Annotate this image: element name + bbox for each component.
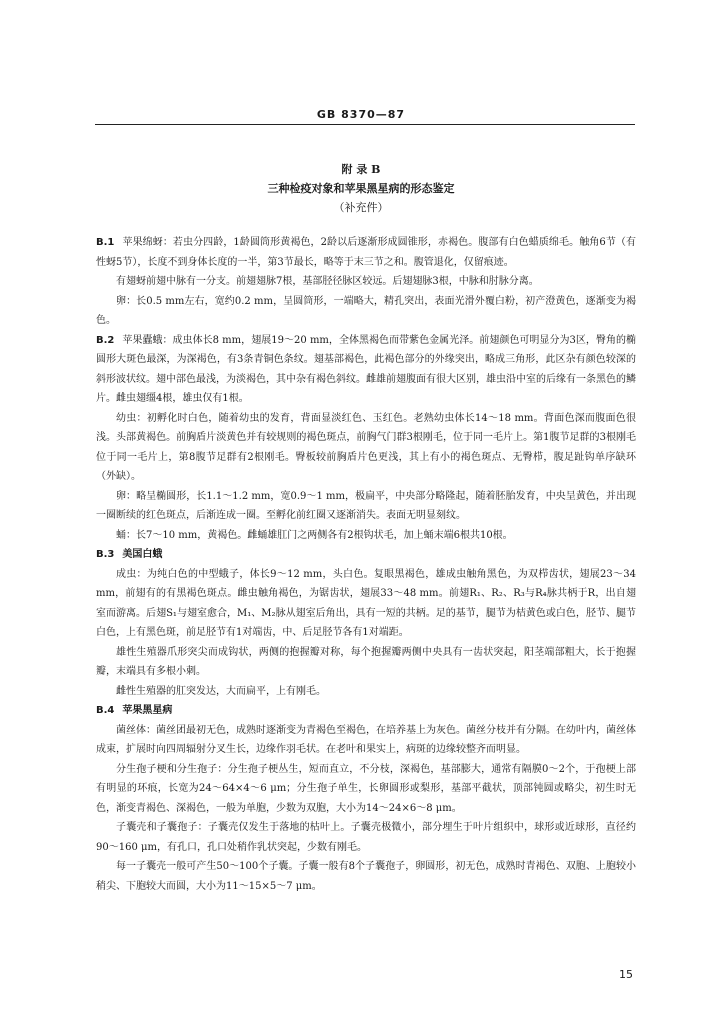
section-b2-para-3: 卵：略呈椭圆形，长1.1～1.2 mm，宽0.9～1 mm，极扁平，中央部分略隆起，随着胚胎发育，中央呈黄色，并出现一圈断续的红色斑点，后渐连成一圈。至孵化前红圈又逐渐消失。表面无明显刻纹。 [96, 490, 636, 521]
section-b2-para-2: 幼虫：初孵化时白色，随着幼虫的发育，背面显淡红色、玉红色。老熟幼虫体长14～18 mm。背面色深而腹面色很浅。头部黄褐色。前胸盾片淡黄色并有较规则的褐色斑点，前胸气门群3根刚毛，位于同一毛片上。第1腹节足群的3根刚毛位于同一毛片上，第8腹节足群有2根刚毛。臀板较前胸盾片色更浅，其上有小的褐色斑点、无臀栉，腹足趾钩单序缺环（外缺）。 [96, 412, 636, 482]
section-b1-para-1 [96, 233, 636, 272]
appendix-subtitle: （补充件） [333, 201, 389, 214]
standard-header: GB 8370—87 [316, 108, 406, 121]
section-b4-heading [96, 701, 636, 721]
section-b3-para-2: 雄性生殖器爪形突尖而成钩状，两侧的抱握瓣对称，每个抱握瓣两侧中央具有一齿状突起，阳茎端部粗大，长于抱握瓣，末端具有多根小刺。 [96, 646, 636, 677]
section-b1-para-2: 有翅蚜前翅中脉有一分支。前翅翅脉7根，基部胫径脉区较远。后翅翅脉3根，中脉和肘脉分离。 [116, 276, 539, 287]
section-b4-para-4: 每一子囊壳一般可产生50～100个子囊。子囊一般有8个子囊孢子，卵圆形，初无色，成熟时青褐色、双胞、上胞较小稍尖、下胞较大而圆，大小为11～15×5～7 μm。 [96, 861, 636, 892]
appendix-title-block [0, 160, 722, 217]
section-b4-para-1: 菌丝体：菌丝团最初无色，成熟时逐渐变为青褐色至褐色，在培养基上为灰色。菌丝分枝并有分隔。在幼叶内，菌丝体成束，扩展时向四周辐射分叉生长，边缘作羽毛状。在老叶和果实上，病斑的边缘较整齐而明显。 [96, 724, 636, 755]
section-b1-label: B.1 [96, 237, 115, 248]
page-number: 15 [619, 968, 633, 981]
section-b2-para-1 [96, 331, 636, 409]
section-b1-text-1: 苹果绵蚜：若虫分四龄，1龄圆筒形黄褐色，2龄以后逐渐形成圆锥形，赤褐色。腹部有白色蜡质绵毛。触角6节（有性蚜5节），长度不到身体长度的一半，第3节最长，略等于末三节之和。腹管退化，仅留痕迹。 [96, 237, 636, 268]
section-b1-para-3: 卵：长0.5 mm左右，宽约0.2 mm，呈圆筒形，一端略大，精孔突出，表面光滑外覆白粉，初产澄黄色，逐渐变为褐色。 [96, 295, 636, 326]
section-b3-heading [96, 545, 636, 565]
section-b4-para-3: 子囊壳和子囊孢子：子囊壳仅发生于落地的枯叶上。子囊壳极微小，部分埋生于叶片组织中，球形或近球形，直径约90～160 μm，有孔口，孔口处稍作乳状突起，少数有刚毛。 [96, 822, 636, 853]
section-b3-para-1: 成虫：为纯白色的中型蛾子，体长9～12 mm，头白色。复眼黑褐色，雄成虫触角黑色，为双栉齿状，翅展23～34 mm，前翅有的有黑褐色斑点。雌虫触角褐色，为锯齿状，翅展33～48 mm。前翅R₁、R₂、R₃与R₄脉共柄于R，出自翅室而游离。后翅S₁与翅室愈合，M₁、M₂脉从翅室后角出，具有一短的共柄。足的基节，腿节为桔黄色或白色，胫节、腿节白色，上有黑色斑，前足胫节有1对端齿，中、后足胫节各有1对端距。 [96, 568, 636, 638]
section-b4-title: 苹果黑星病 [122, 705, 173, 716]
document-body [96, 233, 636, 896]
section-b3-para-3: 雌性生殖器的肛突发达，大而扁平，上有刚毛。 [116, 685, 326, 697]
header-rule [95, 124, 635, 125]
appendix-label: 附 录 B [341, 163, 381, 176]
section-b4-para-2: 分生孢子梗和分生孢子：分生孢子梗丛生，短而直立，不分枝，深褐色，基部膨大，通常有隔膜0～2个，于孢梗上部有明显的环痕，长宽为24～64×4～6 μm；分生孢子单生，长卵圆形或梨形，基部平截状，顶部钝圆或略尖，初生时无色，渐变青褐色、深褐色，一般为单胞，少数为双胞，大小为14～24×6～8 μm。 [96, 763, 636, 814]
section-b4-label: B.4 [96, 705, 115, 716]
section-b3-label: B.3 [96, 549, 115, 560]
section-b2-label: B.2 [96, 334, 115, 346]
section-b2-para-4: 蛹：长7～10 mm，黄褐色。雌蛹雄肛门之两侧各有2根钩状毛，加上蛹末端6根共10根。 [116, 529, 513, 541]
appendix-title: 三种检疫对象和苹果黑星病的形态鉴定 [267, 182, 455, 195]
section-b2-text-1: 苹果蠹蛾：成虫体长8 mm，翅展19～20 mm，全体黑褐色而带紫色金属光泽。前翅颜色可明显分为3区，臀角的椭圆形大斑色最深，为深褐色，有3条青铜色条纹。翅基部褐色，此褐色部分的外缘突出，略成三角形，此区杂有颜色较深的斜形波状纹。翅中部色最浅，为淡褐色，其中杂有褐色斜纹。雌雄前翅腹面有很大区别，雄虫沿中室的后缘有一条黑色的鳞片。雌虫翅缰4根，雄虫仅有1根。 [96, 334, 636, 404]
section-b3-title: 美国白蛾 [122, 549, 163, 560]
